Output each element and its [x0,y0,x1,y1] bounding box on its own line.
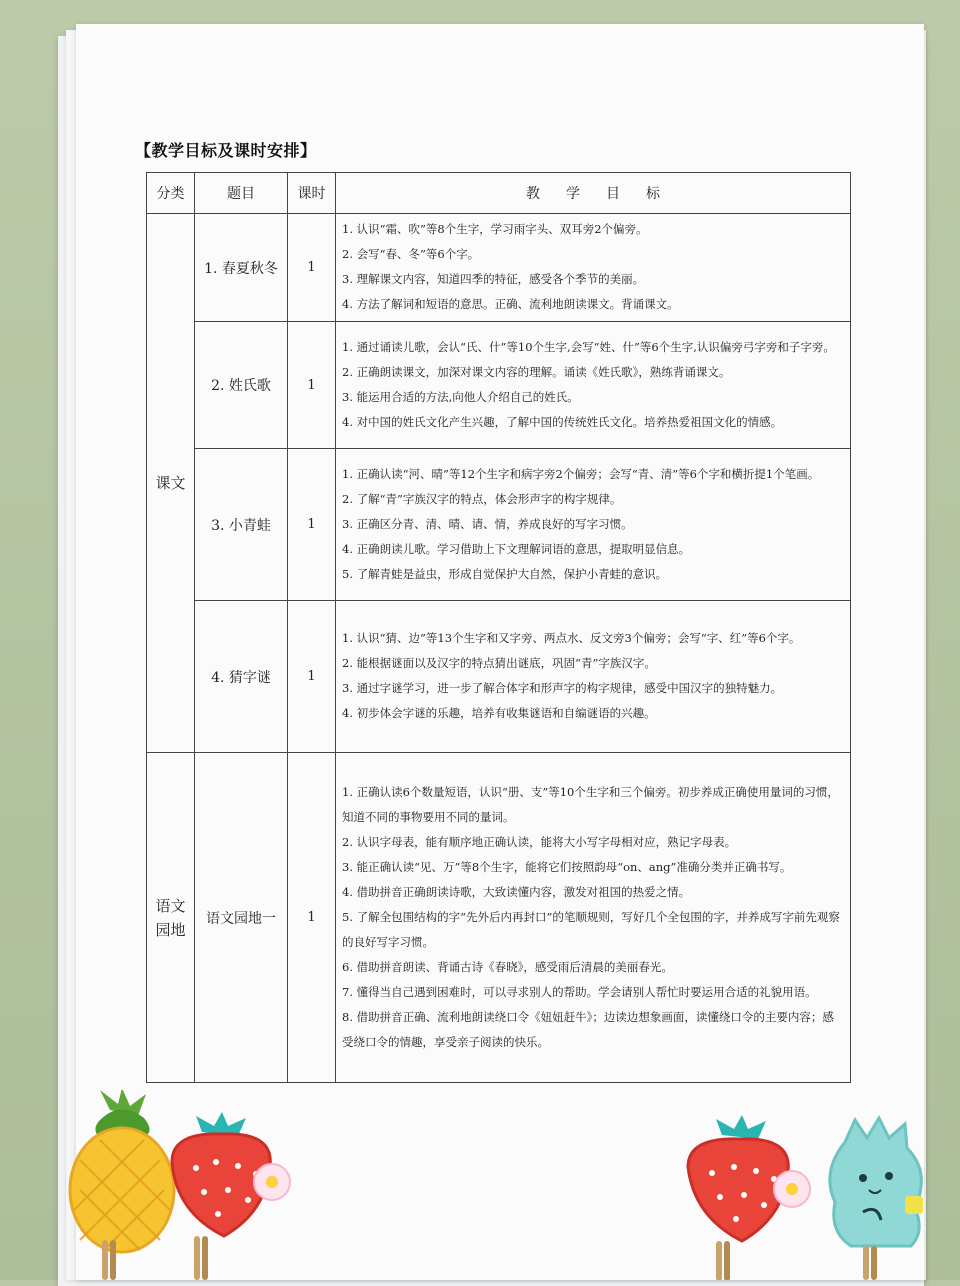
topic-cell: 语文园地一 [195,753,288,1083]
category-label-line2: 园地 [155,920,186,939]
goal-item: 2. 了解“青”字族汉字的特点，体会形声字的构字规律。 [342,491,622,506]
strawberry-clip-icon [162,1112,297,1280]
goal-item: 7. 懂得当自己遇到困难时，可以寻求别人的帮助。学会请别人帮忙时要运用合适的礼貌用语。 [342,984,817,999]
goal-item: 2. 认识字母表，能有顺序地正确认读，能将大小写字母相对应，熟记字母表。 [342,834,737,849]
goal-item: 2. 会写“春、冬”等6个字。 [342,247,480,261]
goal-item: 1. 正确认读“河、晴”等12个生字和病字旁2个偏旁；会写“青、清”等6个字和横折提1个笔画。 [342,466,820,481]
category-label-line1: 语文 [155,896,186,915]
goal-item: 4. 对中国的姓氏文化产生兴趣，了解中国的传统姓氏文化。培养热爱祖国文化的情感。 [342,414,783,429]
goal-item: 3. 能正确认读“见、万”等8个生字，能将它们按照韵母“on、ang”准确分类并正确书写。 [342,859,792,874]
goals-cell [336,601,851,753]
goal-item: 2. 正确朗读课文，加深对课文内容的理解。诵读《姓氏歌》，熟练背诵课文。 [342,364,731,379]
goal-item: 3. 正确区分青、清、晴、请、情，养成良好的写字习惯。 [342,516,633,531]
header-goals: 教学目标 [336,173,851,214]
table-header-row [147,173,851,214]
table-row [147,601,851,753]
goal-item: 3. 理解课文内容，知道四季的特征，感受各个季节的美丽。 [342,272,645,286]
table-row [147,753,851,1083]
document-title: 【教学目标及课时安排】 [135,141,317,160]
category-label: 课文 [155,474,186,492]
goals-cell [336,214,851,322]
goal-item: 4. 正确朗读儿歌。学习借助上下文理解词语的意思，提取明显信息。 [342,541,691,556]
goal-item: 5. 了解全包围结构的字“先外后内再封口”的笔顺规则，写好几个全包围的字，并养成写字前先观察的良好写字习惯。 [342,909,840,949]
goals-cell [336,322,851,449]
hours-cell: 1 [288,601,336,753]
category-cell-garden [147,753,195,1083]
goal-item: 6. 借助拼音朗读、背诵古诗《春晓》，感受雨后清晨的美丽春光。 [342,959,673,974]
hours-cell: 1 [288,449,336,601]
goal-item: 1. 正确认读6个数量短语，认识“册、支”等10个生字和三个偏旁。初步养成正确使用量词的习惯，知道不同的事物要用不同的量词。 [342,784,839,824]
goal-item: 3. 通过字谜学习，进一步了解合体字和形声字的构字规律，感受中国汉字的独特魅力。 [342,681,783,695]
hours-cell: 1 [288,214,336,322]
strawberry-clip-icon [680,1115,815,1280]
topic-cell: 2. 姓氏歌 [195,322,288,449]
goal-item: 3. 能运用合适的方法,向他人介绍自己的姓氏。 [342,389,579,404]
topic-cell: 3. 小青蛙 [195,449,288,601]
hours-cell: 1 [288,322,336,449]
goal-item: 1. 认识“猜、边”等13个生字和又字旁、两点水、反文旁3个偏旁；会写“字、红”等6个字。 [342,631,801,645]
goal-item: 8. 借助拼音正确、流利地朗读绕口令《妞妞赶牛》；边读边想象画面，读懂绕口令的主要内容；感受绕口令的情趣，享受亲子阅读的快乐。 [342,1009,834,1049]
table-row [147,449,851,601]
dinosaur-clip-icon [815,1112,935,1280]
goal-item: 4. 初步体会字谜的乐趣，培养有收集谜语和自编谜语的兴趣。 [342,706,656,720]
goal-item: 1. 认识“霜、吹”等8个生字，学习雨字头、双耳旁2个偏旁。 [342,222,648,236]
goal-item: 4. 借助拼音正确朗读诗歌，大致读懂内容，激发对祖国的热爱之情。 [342,884,691,899]
topic-cell: 1. 春夏秋冬 [195,214,288,322]
table-row [147,322,851,449]
table-row [147,214,851,322]
header-hours: 课时 [288,173,336,214]
category-cell-texts [147,214,195,753]
header-topic: 题目 [195,173,288,214]
header-category: 分类 [147,173,195,214]
teaching-plan-table [146,172,851,1083]
goal-item: 1. 通过诵读儿歌，会认“氏、什”等10个生字,会写“姓、什”等6个生字,认识偏旁弓字旁和子字旁。 [342,339,835,354]
topic-cell: 4. 猜字谜 [195,601,288,753]
goal-item: 5. 了解青蛙是益虫，形成自觉保护大自然，保护小青蛙的意识。 [342,566,668,581]
goal-item: 4. 方法了解词和短语的意思。正确、流利地朗读课文。背诵课文。 [342,297,679,311]
hours-cell: 1 [288,753,336,1083]
goals-cell [336,753,851,1083]
goal-item: 2. 能根据谜面以及汉字的特点猜出谜底，巩固“青”字族汉字。 [342,656,656,670]
goals-cell [336,449,851,601]
